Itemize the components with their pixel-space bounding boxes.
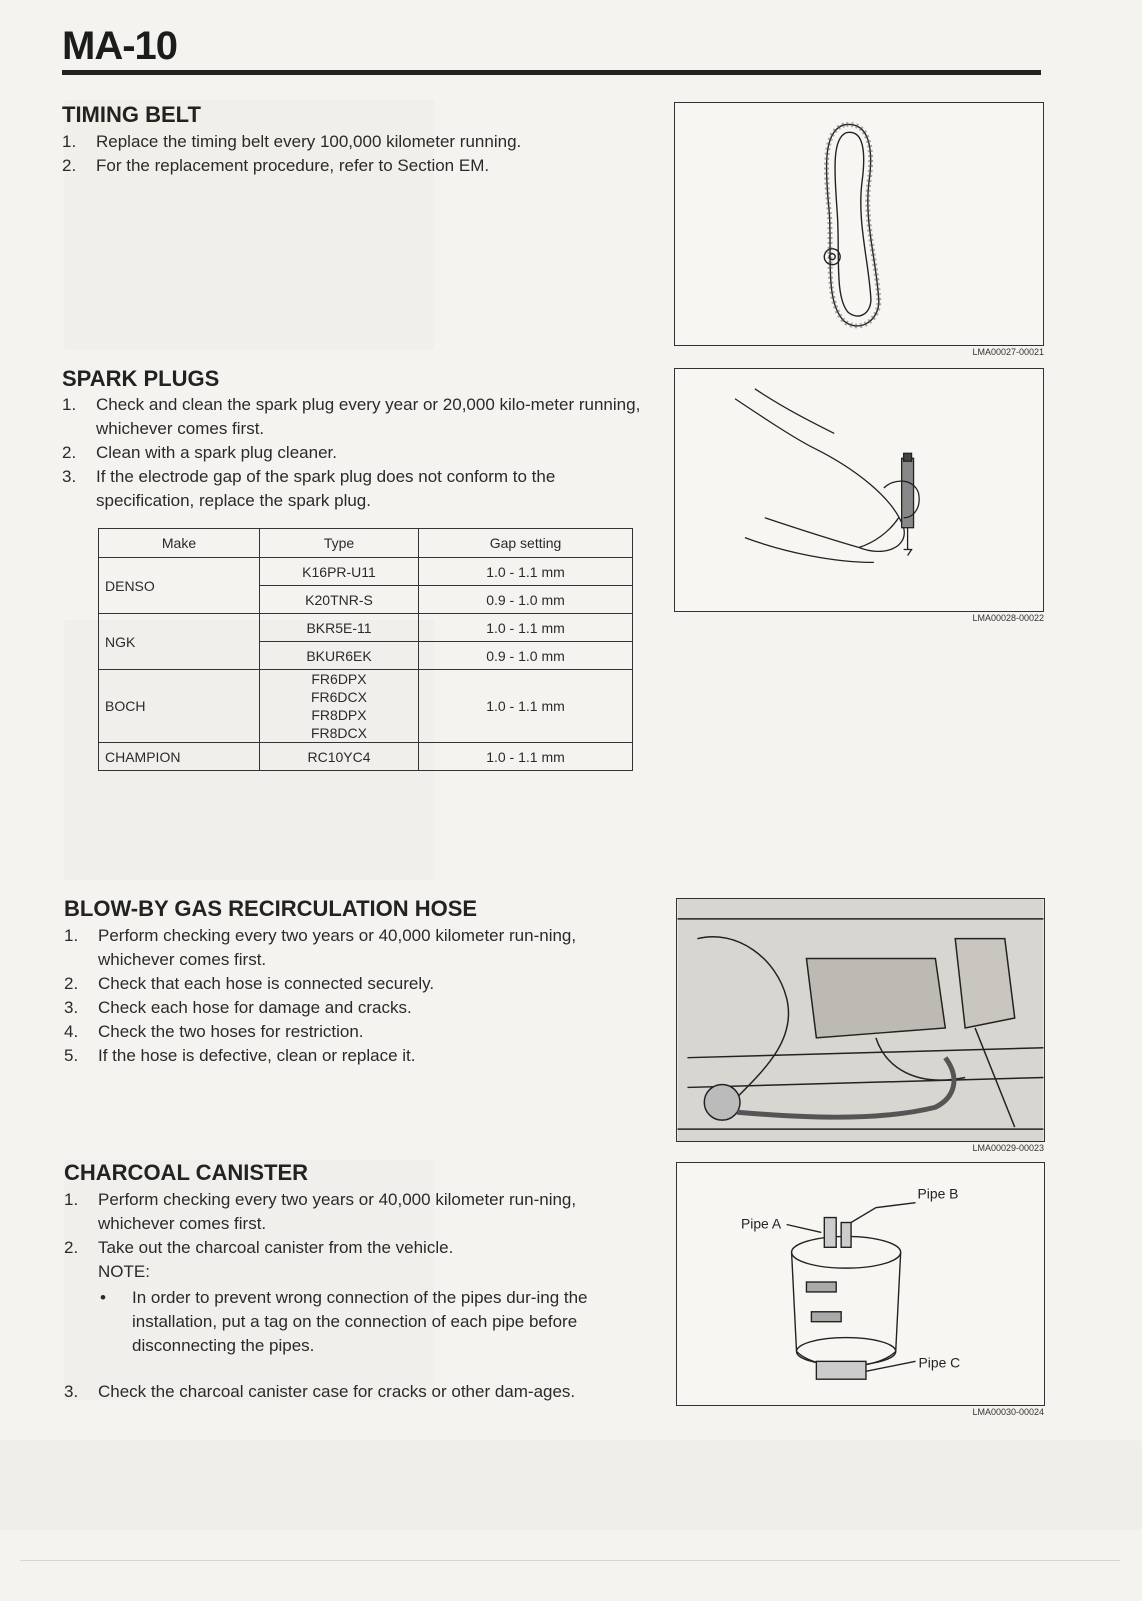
step-item xyxy=(64,1380,644,1404)
bleed-through-shadow xyxy=(0,1440,1142,1530)
canister-figure xyxy=(676,1162,1045,1406)
page-title: MA-10 xyxy=(62,24,178,68)
figure-code: LMA00028-00022 xyxy=(972,613,1044,623)
type-line: FR6DPX xyxy=(311,671,367,687)
step-item xyxy=(64,924,644,972)
type-cell: K16PR-U11 xyxy=(260,558,419,586)
title-rule xyxy=(62,70,1041,75)
table-row xyxy=(99,743,633,771)
timing-belt-figure xyxy=(674,102,1044,346)
step-item xyxy=(64,1044,644,1068)
bullet-dot: • xyxy=(100,1288,106,1307)
step-item xyxy=(62,441,642,465)
timing-belt-illustration xyxy=(675,103,1043,345)
charcoal-title: CHARCOAL CANISTER xyxy=(64,1160,309,1185)
table-header: Gap setting xyxy=(419,529,633,558)
type-line: FR6DCX xyxy=(310,689,367,705)
spark-plug-figure xyxy=(674,368,1044,612)
step-number: 3. xyxy=(64,998,79,1017)
figure-code: LMA00030-00024 xyxy=(972,1407,1044,1417)
timing-belt-title: TIMING BELT xyxy=(62,102,201,127)
step-item xyxy=(62,465,642,513)
step-item xyxy=(64,996,644,1020)
step-number: 2. xyxy=(62,443,77,462)
step-text: If the hose is defective, clean or replace it. xyxy=(98,1046,416,1065)
bottom-rule xyxy=(20,1560,1120,1561)
note-bullet-item xyxy=(98,1286,644,1358)
spark-plug-spec-table xyxy=(98,528,633,771)
step-number: 4. xyxy=(64,1022,79,1041)
table-row xyxy=(99,670,633,743)
step-number: 2. xyxy=(64,1238,79,1257)
step-item xyxy=(64,972,644,996)
make-cell: DENSO xyxy=(99,558,260,614)
pipe-c-label: Pipe C xyxy=(918,1354,961,1371)
step-item xyxy=(64,1188,644,1236)
step-text: Perform checking every two years or 40,000 kilometer run-ning, whichever comes first. xyxy=(98,926,577,969)
make-cell: NGK xyxy=(99,614,260,670)
spark-plugs-title: SPARK PLUGS xyxy=(62,366,220,391)
table-row xyxy=(99,614,633,642)
step-item xyxy=(64,1236,644,1380)
gap-cell: 0.9 - 1.0 mm xyxy=(419,642,633,670)
pipe-b-label: Pipe B xyxy=(917,1185,959,1202)
blowby-title: BLOW-BY GAS RECIRCULATION HOSE xyxy=(64,896,478,921)
gap-cell: 1.0 - 1.1 mm xyxy=(419,670,633,743)
figure-code: LMA00027-00021 xyxy=(972,347,1044,357)
canister-illustration xyxy=(677,1163,1044,1405)
type-cell: K20TNR-S xyxy=(260,586,419,614)
spacer xyxy=(98,1358,644,1380)
type-cell: RC10YC4 xyxy=(260,743,419,771)
step-item xyxy=(62,154,662,178)
step-number: 2. xyxy=(62,156,77,175)
step-item xyxy=(62,393,642,441)
step-number: 1. xyxy=(64,1190,79,1209)
note-text: In order to prevent wrong connection of the pipes dur-ing the installation, put a tag on the connection of each pipe before disconnecting the pipes. xyxy=(132,1288,588,1355)
step-item xyxy=(62,130,662,154)
step-text: Clean with a spark plug cleaner. xyxy=(96,443,337,462)
gap-cell: 0.9 - 1.0 mm xyxy=(419,586,633,614)
type-cell xyxy=(260,670,419,743)
spark-plugs-steps xyxy=(62,393,642,513)
step-text: If the electrode gap of the spark plug does not conform to the specification, replace the spark plug. xyxy=(96,467,556,510)
pipe-a-label: Pipe A xyxy=(740,1215,782,1232)
step-text: For the replacement procedure, refer to Section EM. xyxy=(96,156,490,175)
step-number: 3. xyxy=(64,1382,79,1401)
step-number: 1. xyxy=(64,926,79,945)
note-label: NOTE: xyxy=(98,1262,150,1281)
step-text: Check and clean the spark plug every year or 20,000 kilo-meter running, whichever comes first. xyxy=(96,395,641,438)
gap-cell: 1.0 - 1.1 mm xyxy=(419,614,633,642)
type-cell: BKUR6EK xyxy=(260,642,419,670)
step-text: Check each hose for damage and cracks. xyxy=(98,998,412,1017)
make-cell: CHAMPION xyxy=(99,743,260,771)
figure-code: LMA00029-00023 xyxy=(972,1143,1044,1153)
step-number: 1. xyxy=(62,395,77,414)
timing-belt-steps xyxy=(62,130,662,178)
table-header: Type xyxy=(260,529,419,558)
table-header: Make xyxy=(99,529,260,558)
engine-bay-figure xyxy=(676,898,1045,1142)
step-text: Take out the charcoal canister from the vehicle. xyxy=(98,1238,454,1257)
table-header-row xyxy=(99,529,633,558)
step-number: 2. xyxy=(64,974,79,993)
engine-bay-illustration xyxy=(677,899,1044,1141)
make-cell: BOCH xyxy=(99,670,260,743)
step-number: 1. xyxy=(62,132,77,151)
step-number: 3. xyxy=(62,467,77,486)
charcoal-steps xyxy=(64,1188,644,1404)
step-text: Replace the timing belt every 100,000 kilometer running. xyxy=(96,132,522,151)
spark-plug-illustration xyxy=(675,369,1043,611)
gap-cell: 1.0 - 1.1 mm xyxy=(419,743,633,771)
step-number: 5. xyxy=(64,1046,79,1065)
step-text: Check the two hoses for restriction. xyxy=(98,1022,364,1041)
step-text: Perform checking every two years or 40,000 kilometer run-ning, whichever comes first. xyxy=(98,1190,577,1233)
gap-cell: 1.0 - 1.1 mm xyxy=(419,558,633,586)
type-cell: BKR5E-11 xyxy=(260,614,419,642)
step-item xyxy=(64,1020,644,1044)
step-text: Check the charcoal canister case for cracks or other dam-ages. xyxy=(98,1382,576,1401)
type-line: FR8DCX xyxy=(310,725,367,741)
step-text: Check that each hose is connected securely. xyxy=(98,974,435,993)
table-row xyxy=(99,558,633,586)
blowby-steps xyxy=(64,924,644,1068)
type-line: FR8DPX xyxy=(311,707,367,723)
